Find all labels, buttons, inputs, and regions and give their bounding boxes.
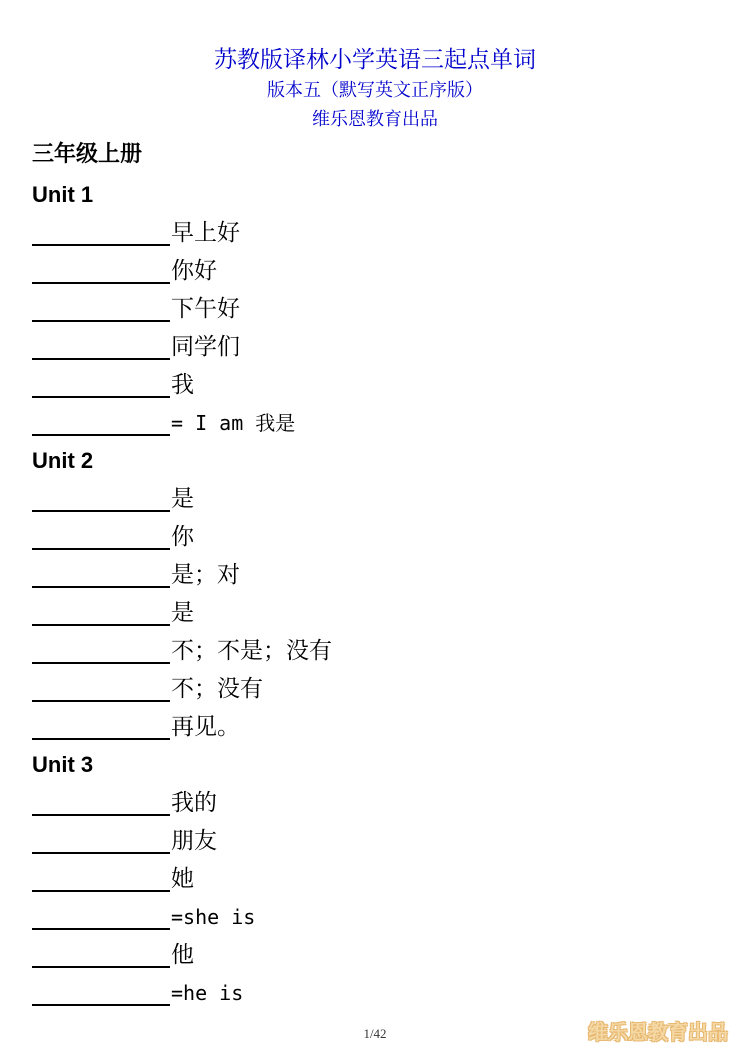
worksheet-row — [32, 936, 712, 974]
answer-blank[interactable] — [32, 328, 170, 360]
chinese-meaning: 我 — [171, 372, 194, 398]
answer-blank[interactable] — [32, 518, 170, 550]
publisher-watermark: 维乐恩教育出品 — [588, 1020, 728, 1044]
chinese-meaning: 她 — [171, 866, 194, 892]
chinese-meaning: 我的 — [171, 790, 217, 816]
grade-heading: 三年级上册 — [32, 142, 143, 167]
worksheet-row — [32, 480, 712, 518]
answer-blank[interactable] — [32, 898, 170, 930]
answer-blank[interactable] — [32, 822, 170, 854]
answer-blank[interactable] — [32, 784, 170, 816]
chinese-meaning: 他 — [171, 942, 194, 968]
worksheet-row — [32, 594, 712, 632]
answer-blank[interactable] — [32, 214, 170, 246]
answer-blank[interactable] — [32, 252, 170, 284]
chinese-meaning: = I am 我是 — [171, 411, 296, 435]
worksheet-row — [32, 974, 712, 1012]
chinese-meaning: 不；不是；没有 — [171, 638, 332, 664]
worksheet-row — [32, 708, 712, 746]
answer-blank[interactable] — [32, 670, 170, 702]
answer-blank[interactable] — [32, 594, 170, 626]
answer-blank[interactable] — [32, 860, 170, 892]
page-title: 苏教版译林小学英语三起点单词 — [214, 47, 536, 73]
worksheet-row — [32, 252, 712, 290]
worksheet-row — [32, 822, 712, 860]
chinese-meaning: 你好 — [171, 258, 217, 284]
page-subtitle: 版本五（默写英文正序版） — [267, 80, 483, 101]
answer-blank[interactable] — [32, 936, 170, 968]
unit-title: Unit 1 — [32, 182, 94, 207]
answer-blank[interactable] — [32, 708, 170, 740]
answer-blank[interactable] — [32, 632, 170, 664]
unit-title: Unit 3 — [32, 752, 94, 777]
chinese-meaning: 是；对 — [171, 562, 240, 588]
worksheet-row — [32, 556, 712, 594]
answer-blank[interactable] — [32, 974, 170, 1006]
chinese-meaning: 同学们 — [171, 334, 240, 360]
chinese-meaning: 再见。 — [171, 714, 240, 740]
worksheet-row — [32, 290, 712, 328]
chinese-meaning: 朋友 — [171, 828, 217, 854]
chinese-meaning: 早上好 — [171, 220, 240, 246]
unit-title: Unit 2 — [32, 448, 94, 473]
chinese-meaning: =he is — [171, 981, 244, 1005]
chinese-meaning: =she is — [171, 905, 256, 929]
publisher-line: 维乐恩教育出品 — [312, 109, 438, 130]
worksheet-row — [32, 214, 712, 252]
worksheet-row — [32, 670, 712, 708]
chinese-meaning: 下午好 — [171, 296, 240, 322]
answer-blank[interactable] — [32, 556, 170, 588]
answer-blank[interactable] — [32, 480, 170, 512]
worksheet-row — [32, 898, 712, 936]
chinese-meaning: 你 — [171, 524, 194, 550]
chinese-meaning: 是 — [171, 600, 194, 626]
worksheet-row — [32, 404, 712, 442]
answer-blank[interactable] — [32, 290, 170, 322]
page-number: 1/42 — [363, 1026, 387, 1041]
worksheet-row — [32, 518, 712, 556]
answer-blank[interactable] — [32, 404, 170, 436]
worksheet-row — [32, 632, 712, 670]
worksheet-row — [32, 860, 712, 898]
worksheet-content — [32, 176, 712, 1012]
worksheet-row — [32, 784, 712, 822]
worksheet-row — [32, 328, 712, 366]
chinese-meaning: 是 — [171, 486, 194, 512]
worksheet-row — [32, 366, 712, 404]
answer-blank[interactable] — [32, 366, 170, 398]
chinese-meaning: 不；没有 — [171, 676, 263, 702]
